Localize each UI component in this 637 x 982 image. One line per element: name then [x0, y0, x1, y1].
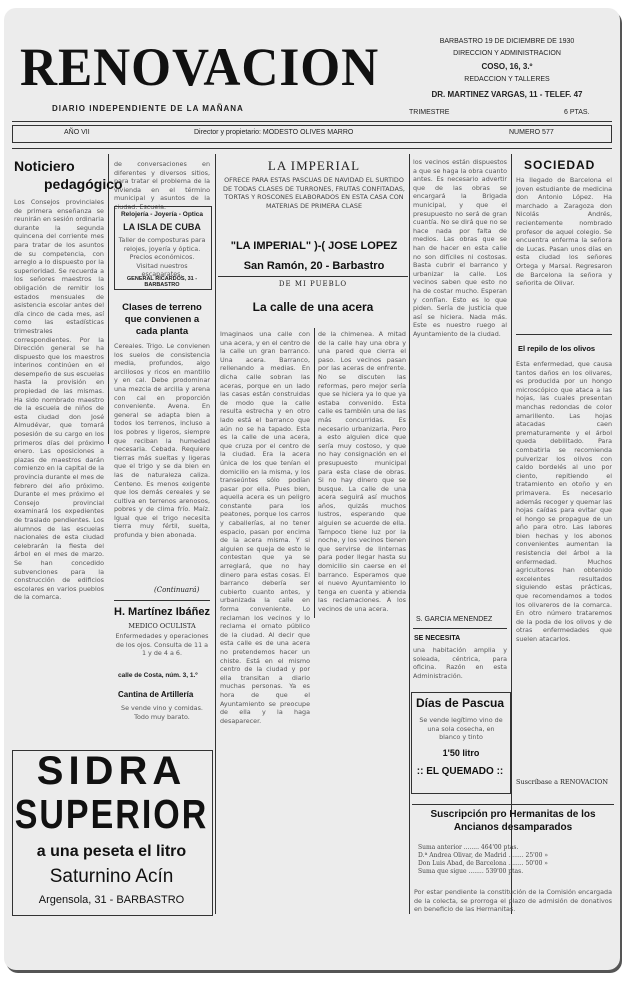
sociedad-body: Ha llegado de Barcelona el joven estudiante de medicina don Antonio López. Ha marchado a Zaragoza don Nicolás Andrés, recientemente nombrado profesor de aquel colegio. Se encuentra enferma la señora de Lucas. Pasan unos días en esta ciudad los señores Ortega y Marsal. Regresaron de Barcelona la señora y señorita de Olivar. — [516, 176, 612, 288]
se-necesita-title: SE NECESITA — [414, 635, 461, 642]
noticiero-heading: Noticiero — [14, 158, 75, 174]
relojeria-body: Taller de composturas para relojes, joyería y óptica. Precios económicos. Visitad nuestros escaparates. — [118, 236, 206, 279]
sociedad-heading: SOCIEDAD — [524, 158, 596, 172]
col2-top-text: de conversaciones en diferentes y diversos sitios, para tratar el problema de la vivienda en el término municipal y asuntos de la ciudad. Escuela. — [114, 160, 210, 211]
relojeria-address: GENERAL RICARDOS, 31 - BARBASTRO — [126, 276, 198, 288]
repilo-body: Esta enfermedad, que causa tantos daños en los olivares, es producida por un hongo microscópico que ataca a las hojas, las cuales presentan manchas redondas de color amarillento. Las hojas atacadas caen prematuramente y el árbol queda debilitado. Para combatirla se recomienda pulverizar los olivos con caldo bordelés al uno por ciento, repitiendo el tratamiento en otoño y en primavera. Es necesario además recoger y quemar las hojas caídas para evitar que el hongo se propague de un año para otro. Las labores bien hechas y los abonos convenientes aumentan la resistencia del árbol a la enfermedad. Muchos agricultores han obtenido excelentes resultados siguiendo estas prácticas, que recomendamos a todos los olivareros de la comarca. En otro número trataremos de la poda de los olivos y de otras enfermedades que suelen atacarlos. — [516, 360, 612, 643]
director-label: Director y propietario: MODESTO OLIVES MARRO — [194, 129, 354, 136]
date-line: BARBASTRO 19 DE DICIEMBRE DE 1930 — [439, 38, 575, 45]
pedagogico-heading: pedagógico — [44, 176, 123, 192]
pascua-shop: :: EL QUEMADO :: — [416, 766, 504, 777]
signature-rule — [413, 628, 507, 629]
column-rule-5 — [511, 154, 512, 914]
subscription-title: Suscripción pro Hermanitas de los Ancianos desamparados — [430, 809, 596, 833]
pascua-body: Se vende legítimo vino de una sola cosecha, en blanco y tinto — [419, 716, 503, 742]
imperial-rule — [218, 276, 408, 277]
newspaper-page — [4, 8, 620, 970]
subscription-line: Suma anterior ........ 464'00 ptas. — [418, 844, 519, 851]
subscription-line: Don Luis Abad, de Barcelona ........ 50'00 » — [418, 860, 548, 867]
trimestre-label: TRIMESTRE — [409, 109, 450, 116]
sidra-line3: a una peseta el litro — [36, 843, 187, 860]
relojeria-name: LA ISLA DE CUBA — [123, 222, 201, 232]
workshop-line: REDACCION Y TALLERES — [464, 76, 550, 83]
admin-line: DIRECCION Y ADMINISTRACION — [453, 50, 561, 57]
subscription-line: D.ª Andrea Olivar, de Madrid ........ 25'00 » — [418, 852, 549, 859]
column-rule-1 — [108, 154, 109, 444]
sidra-line2: SUPERIOR — [14, 792, 209, 838]
oculist-body: Enfermedades y operaciones de los ojos. Consulta de 11 a 1 y de 4 a 6. — [115, 632, 209, 658]
imperial-address: San Ramón, 20 - Barbastro — [243, 260, 385, 272]
year-label: AÑO VII — [64, 129, 90, 136]
oculist-role: MEDICO OCULISTA — [128, 622, 196, 630]
article-signature: S. GARCIA MENENDEZ — [416, 616, 493, 623]
relojeria-title: Relojería - Joyería - Optica — [120, 211, 203, 218]
article-continuation: los vecinos están dispuestos a que se haga la obra cuanto antes. Es necesario advertir que de las obras se encargará la Brigada municipal, y que el presupuesto no será de gran cuantía. No se dirá que no se hace nada por falta de medios. Las obras que se han de hacer en esta calle no son difíciles ni costosas. Basta cubrir el barranco y urbanizar la calle. Los vecinos saben que esto no ha de costar mucho. Esperan y confían. Esto es lo que piden. Sería de justicia que así se hiciera. Nada más. Este es nuestro ruego al Ayuntamiento de la ciudad. — [413, 158, 507, 338]
cantina-title: Cantina de Artillería — [118, 690, 194, 699]
section-label: DE MI PUEBLO — [278, 280, 348, 288]
article-body-col1: Imaginaos una calle con una acera, y en el centro de la calle un gran barranco. Una acera. Barranco, rellenando a medias. En dicha calle sobran las aceras, porque en un lado las casas están construidas de modo que la calle resulta estrecha y en otro lado está el barranco que aún no se ha tapado. Esta es la calle de una acera, que cruza por el centro de la ciudad. Era la acera única de los que tenían el domicilio en la misma, y los transeúntes sólo podían pasar por ella. Pues bien, aquella acera es un peligro constante para los peatones, porque los carros y caballerías, al no tener espacio, pasan por encima de la acera misma. Y si alguien se queja de esto le contestan que ya se arreglará, que no hay dinero para estas cosas. El barranco debería ser cubierto cuanto antes, y urbanizada la calle en forma conveniente. Lo reclaman los vecinos y lo reclama el ornato público de la ciudad. Al decir que esta calle es de una acera no pretendemos hacer un chiste. Está en el mismo centro de la ciudad y por ella transitan a diario muchas personas. Ya es hora de que el Ayuntamiento se preocupe de ella y la haga desaparecer. — [220, 330, 310, 725]
subscription-rule — [412, 804, 614, 805]
continue-label: (Continuará) — [154, 586, 200, 594]
sidra-line5: Argensola, 31 - BARBASTRO — [38, 894, 185, 906]
imperial-body: OFRECE PARA ESTAS PASCUAS DE NAVIDAD EL SURTIDO DE TODAS CLASES DE TURRONES, FRUTAS CONFITADAS, TORTAS Y ROSCONES ELABORADOS EN ESTA CASA CON MATERIAS DE PRIMERA CLASE — [223, 176, 405, 210]
imperial-title: LA IMPERIAL — [267, 158, 361, 173]
address-line: COSO, 16, 3.º — [481, 62, 533, 71]
subscription-line: Suma que sigue ........ 539'00 ptas. — [418, 868, 524, 875]
header-rule — [12, 148, 612, 149]
masthead-subtitle: DIARIO INDEPENDIENTE DE LA MAÑANA — [52, 104, 244, 113]
terreno-heading: Clases de terreno que convienen a cada planta — [122, 302, 202, 337]
pascua-title: Días de Pascua — [416, 696, 505, 710]
subscription-footer: Por estar pendiente la constitución de la Comisión encargada de la colecta, se prorroga el plazo de admisión de donativos en beneficio de las Hermanitas. — [414, 888, 612, 914]
column-rule-3 — [314, 328, 315, 618]
subscription-price: 6 PTAS. — [564, 109, 590, 116]
issue-number: NUMERO 577 — [509, 129, 554, 136]
masthead-title: RENOVACION — [20, 37, 380, 97]
pascua-price: 1'50 litro — [442, 748, 480, 758]
col2-rule — [114, 600, 210, 601]
se-necesita-body: una habitación amplia y soleada, céntrica, para oficina. Razón en esta Administración. — [413, 646, 507, 680]
phone-line: DR. MARTINEZ VARGAS, 11 - TELEF. 47 — [431, 90, 583, 99]
masthead-rule — [12, 121, 612, 122]
terreno-body: Cereales. Trigo. Le convienen los suelos de consistencia media, profundos, algo arcillosos y ricos en mantillo y en cal. Debe prodominar una mezcla de arcilla y arena con cal en proporción conveniente. Avena. En general se adapta bien a todos los terrenos, incluso a los pobres y ligeros, siempre que reciban la humedad necesaria. Cebada. Requiere tierras más sueltas y ligeras que el trigo y se da bien en las de naturaleza caliza. Centeno. Es menos exigente que los demás cereales y se cultiva en terrenos arenosos, pobres y de clima frío. Maíz. Igual que el trigo necesita tierra muy fértil, suelta, profunda y bien abonada. — [114, 342, 210, 540]
sociedad-rule — [516, 334, 612, 335]
oculist-address: calle de Costa, núm. 3, 1.º — [118, 672, 198, 679]
subscription-list — [418, 844, 612, 876]
article-body-col2: de la chimenea. A mitad de la calle hay una obra y una pared que cierra el paso. Los vecinos pasan por las aceras de enfrente. No se discuten las reformas, pero mejor sería que se hiciera ya lo que ya estaba convenido. Esta calle es también una de las más concurridas. Es necesario urbanizarla. Pero a esto alguien dice que sería muy costoso, y que no hay consignación en el presupuesto municipal para esta clase de obras. Si no hay dinero que se busque. La calle de una acera seguirá así muchos años, quizás muchos lustros, esperando que alguien se acuerde de ella. Tampoco tiene luz por la noche, y los vecinos tienen que servirse de linternas para poder llegar hasta su domicilio sin caerse en el barranco. Esperamos que el nuevo Ayuntamiento lo tenga en cuenta y atienda las reclamaciones. A los vecinos de una acera. — [318, 330, 406, 613]
imperial-name: "LA IMPERIAL" )-( JOSE LOPEZ — [230, 240, 398, 252]
oculist-name: H. Martínez Ibáñez — [114, 606, 210, 618]
sidra-line1: SIDRA — [36, 749, 187, 793]
article-title: La calle de una acera — [252, 300, 374, 314]
sidra-line4: Saturnino Acín — [49, 866, 174, 887]
noticiero-body: Los Consejos provinciales de primera enseñanza se reunirán en sesión ordinaria durante la segunda quincena del corriente mes para tratar de los asuntos de su competencia, con arreglo a lo dispuesto por la superioridad. Se recuerda a los señores maestros la obligación de remitir los estados mensuales de asistencia escolar antes del día cinco de cada mes, así como las estadísticas trimestrales correspondientes. Por la Dirección general se ha dispuesto que los maestros interinos continúen en el desempeño de sus escuelas hasta la provisión en propiedad de las mismas. Ha sido nombrado maestro de la escuela de niños de esta ciudad don José Almudévar, que tomará posesión de su cargo en los primeros días del próximo enero. Las oposiciones a plazas de maestros darán comienzo en la capital de la provincia durante el mes de febrero del año próximo. Durante el mes próximo el Consejo provincial examinará los expedientes de traslado pendientes. Los alumnos de las escuelas nacionales de esta ciudad celebrarán la fiesta del árbol en el mes de marzo. Se han concedido subvenciones para la construcción de edificios escolares en varios pueblos de la comarca. — [14, 198, 104, 602]
subscribe-note: Suscríbase a RENOVACION — [516, 778, 609, 786]
repilo-heading: El repilo de los olivos — [518, 344, 596, 353]
cantina-body: Se vende vino y comidas. Todo muy barato. — [121, 704, 203, 721]
